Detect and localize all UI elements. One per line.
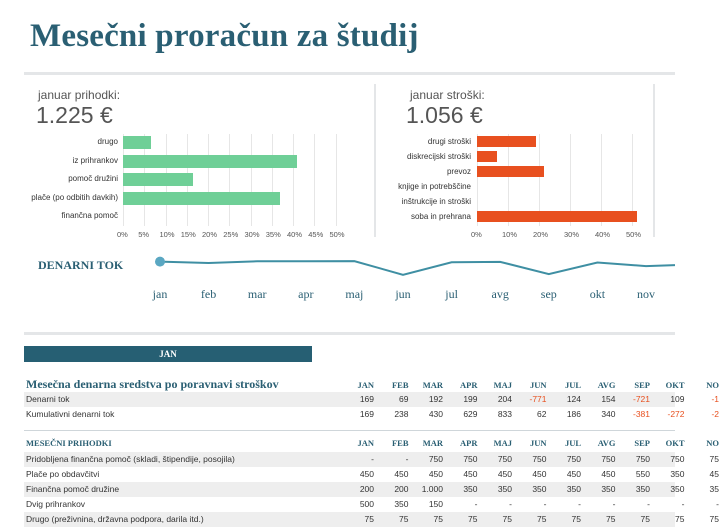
cell-value: -272 [667, 409, 685, 419]
cell-value: 154 [601, 394, 616, 404]
x-tick-label: 30% [564, 230, 580, 239]
cell-value: 350 [532, 484, 547, 494]
cell-value: 1.000 [421, 484, 443, 494]
section-label: MESEČNI PRIHODKI [26, 438, 112, 448]
gridline [293, 134, 294, 226]
cell-value: 750 [601, 454, 616, 464]
cell-value: -721 [632, 394, 650, 404]
table-row [24, 467, 719, 482]
x-tick-label: 10% [159, 230, 175, 239]
cell-value: 833 [497, 409, 512, 419]
cell-value: 75 [675, 514, 685, 524]
bar [123, 192, 280, 205]
cell-value: 750 [532, 454, 547, 464]
cell-value: - [543, 499, 547, 509]
category-label: diskrecijski stroški [406, 152, 471, 161]
summary-header-row [24, 378, 719, 393]
cashflow-series-line [160, 261, 675, 275]
bar [477, 166, 544, 177]
table-row [24, 392, 719, 407]
income-header-row [24, 436, 719, 451]
cell-value: 450 [497, 469, 512, 479]
gridline [314, 134, 315, 226]
cell-value: 69 [399, 394, 409, 404]
x-tick-label: 50% [329, 230, 345, 239]
cell-value: 238 [394, 409, 409, 419]
cell-value: - [405, 454, 409, 464]
cell-value: 750 [566, 454, 581, 464]
category-label: finančna pomoč [61, 211, 118, 220]
cell-value: 199 [463, 394, 478, 404]
cell-value: -381 [632, 409, 650, 419]
summary-title: Mesečna denarna sredstva po poravnavi stroškov [26, 377, 279, 391]
x-tick-label: 15% [180, 230, 196, 239]
cell-value: 75 [364, 514, 374, 524]
bar [123, 155, 297, 168]
month-label: mar [247, 287, 267, 301]
x-tick-label: 0% [471, 230, 482, 239]
cell-value: - [681, 499, 685, 509]
cell-value: 75 [502, 514, 512, 524]
cell-value: - [509, 499, 512, 509]
row-label: Dvig prihrankov [26, 499, 86, 509]
cell-value: - [612, 499, 616, 509]
cell-value: - [578, 499, 581, 509]
cell-value: 450 [463, 469, 478, 479]
cell-value: 629 [463, 409, 478, 419]
cell-value: 75 [433, 514, 443, 524]
column-header: APR [460, 438, 478, 448]
cell-value: 169 [359, 394, 374, 404]
cell-value: 430 [428, 409, 443, 419]
column-header: SEP [634, 380, 650, 390]
cell-value: 350 [670, 484, 685, 494]
category-label: inštrukcije in stroški [401, 197, 471, 206]
cashflow-marker-jan [155, 257, 165, 267]
month-label: apr [298, 287, 314, 301]
cell-value: 75 [640, 514, 650, 524]
cell-value: 35 [709, 484, 719, 494]
category-label: knjige in potrebščine [398, 182, 471, 191]
cell-value: 750 [428, 454, 443, 464]
column-header: SEP [634, 438, 650, 448]
cell-value: -2 [711, 409, 719, 419]
row-label: Finančna pomoč družine [26, 484, 120, 494]
cell-value: - [716, 499, 719, 509]
x-tick-label: 10% [502, 230, 518, 239]
gridline [251, 134, 252, 226]
column-header: JAN [357, 438, 374, 448]
income-label: januar prihodki: [38, 88, 121, 102]
cell-value: 192 [428, 394, 443, 404]
title-divider [24, 72, 675, 75]
month-label: sep [540, 287, 557, 301]
column-header: JUN [529, 380, 547, 390]
bar [123, 173, 193, 186]
x-tick-label: 35% [265, 230, 281, 239]
month-label: avg [491, 287, 509, 301]
cell-value: 350 [394, 499, 409, 509]
cell-value: 200 [359, 484, 374, 494]
cell-value: 750 [635, 454, 650, 464]
cell-value: 124 [566, 394, 581, 404]
column-header: FEB [391, 380, 409, 390]
column-header: JUN [529, 438, 547, 448]
page-title: Mesečni proračun za študij [30, 18, 419, 54]
month-label: jan [152, 287, 168, 301]
x-tick-label: 30% [244, 230, 260, 239]
bar [477, 136, 536, 147]
cashflow-title: DENARNI TOK [38, 258, 124, 272]
gridline [229, 134, 230, 226]
month-label: jul [445, 287, 458, 301]
column-header: AVG [597, 438, 616, 448]
cell-value: 450 [532, 469, 547, 479]
panel-divider-right [653, 84, 655, 237]
column-header: MAR [422, 438, 443, 448]
column-header: APR [460, 380, 478, 390]
x-tick-label: 25% [223, 230, 239, 239]
x-tick-label: 20% [202, 230, 218, 239]
cell-value: 75 [709, 454, 719, 464]
category-label: pomoč družini [68, 174, 118, 183]
column-header: MAJ [493, 438, 512, 448]
row-label: Kumulativni denarni tok [26, 409, 115, 419]
cell-value: 150 [428, 499, 443, 509]
cell-value: 350 [463, 484, 478, 494]
table-row [24, 497, 719, 512]
column-header: MAJ [493, 380, 512, 390]
month-label: okt [589, 287, 606, 301]
table-row [24, 512, 719, 527]
expenses-total: 1.056 € [406, 102, 483, 128]
category-label: prevoz [446, 167, 471, 176]
cell-value: -1 [711, 394, 719, 404]
cell-value: 550 [635, 469, 650, 479]
month-label: feb [200, 287, 217, 301]
expenses-bar-chart [376, 132, 675, 242]
row-label: Drugo (preživnina, državna podpora, darila itd.) [26, 514, 204, 524]
expenses-label: januar stroški: [410, 88, 485, 102]
gridline [272, 134, 273, 226]
cell-value: 75 [468, 514, 478, 524]
cell-value: 45 [709, 469, 719, 479]
cell-value: 350 [566, 484, 581, 494]
cell-value: 75 [709, 514, 719, 524]
cell-value: 750 [463, 454, 478, 464]
cell-value: 75 [571, 514, 581, 524]
cell-value: 75 [537, 514, 547, 524]
gridline [208, 134, 209, 226]
bar [477, 151, 497, 162]
month-tab-jan[interactable]: JAN [24, 346, 312, 362]
column-header: JUL [564, 438, 581, 448]
column-header: AVG [597, 380, 616, 390]
table-row [24, 407, 719, 422]
cell-value: 340 [601, 409, 616, 419]
x-tick-label: 20% [533, 230, 549, 239]
column-header: JAN [357, 380, 374, 390]
table-divider [24, 430, 675, 431]
cell-value: 200 [394, 484, 409, 494]
cell-value: 450 [601, 469, 616, 479]
cell-value: 109 [670, 394, 685, 404]
column-header: NO [706, 380, 719, 390]
cell-value: 450 [394, 469, 409, 479]
x-tick-label: 40% [287, 230, 303, 239]
row-label: Plače po obdavčitvi [26, 469, 100, 479]
cell-value: 186 [566, 409, 581, 419]
column-header: JUL [564, 380, 581, 390]
gridline [336, 134, 337, 226]
section-divider [24, 332, 675, 335]
x-tick-label: 40% [595, 230, 611, 239]
bar [123, 136, 151, 149]
category-label: iz prihrankov [72, 155, 118, 165]
month-label: jun [395, 287, 411, 301]
column-header: NO [706, 438, 719, 448]
category-label: drugi stroški [427, 137, 471, 146]
cell-value: 450 [566, 469, 581, 479]
cell-value: -771 [529, 394, 547, 404]
cell-value: 350 [601, 484, 616, 494]
x-tick-label: 0% [117, 230, 128, 239]
column-header: OKT [665, 380, 685, 390]
month-label: maj [345, 287, 364, 301]
cell-value: 75 [399, 514, 409, 524]
month-label: nov [637, 287, 655, 301]
x-tick-label: 45% [308, 230, 324, 239]
cell-value: 169 [359, 409, 374, 419]
row-label: Pridobljena finančna pomoč (skladi, štipendije, posojila) [26, 454, 235, 464]
cell-value: - [474, 499, 478, 509]
cell-value: 75 [606, 514, 616, 524]
cell-value: 204 [497, 394, 512, 404]
column-header: OKT [665, 438, 685, 448]
table-row [24, 482, 719, 497]
cell-value: 750 [497, 454, 512, 464]
column-header: FEB [391, 438, 409, 448]
category-label: plače (po odbitih davkih) [31, 192, 118, 202]
row-label: Denarni tok [26, 394, 70, 404]
cell-value: 350 [497, 484, 512, 494]
category-label: drugo [97, 137, 118, 146]
x-tick-label: 5% [138, 230, 150, 239]
cell-value: 750 [670, 454, 685, 464]
category-label: soba in prehrana [410, 212, 471, 221]
cell-value: - [371, 454, 374, 464]
cell-value: 350 [670, 469, 685, 479]
cell-value: 450 [359, 469, 374, 479]
cell-value: 450 [428, 469, 443, 479]
cell-value: 62 [537, 409, 547, 419]
column-header: MAR [422, 380, 443, 390]
cell-value: - [647, 499, 650, 509]
bar [477, 211, 637, 222]
income-bar-chart [0, 132, 375, 242]
income-total: 1.225 € [36, 102, 113, 128]
table-row [24, 452, 719, 467]
cell-value: 500 [359, 499, 374, 509]
cell-value: 350 [635, 484, 650, 494]
x-tick-label: 50% [626, 230, 642, 239]
